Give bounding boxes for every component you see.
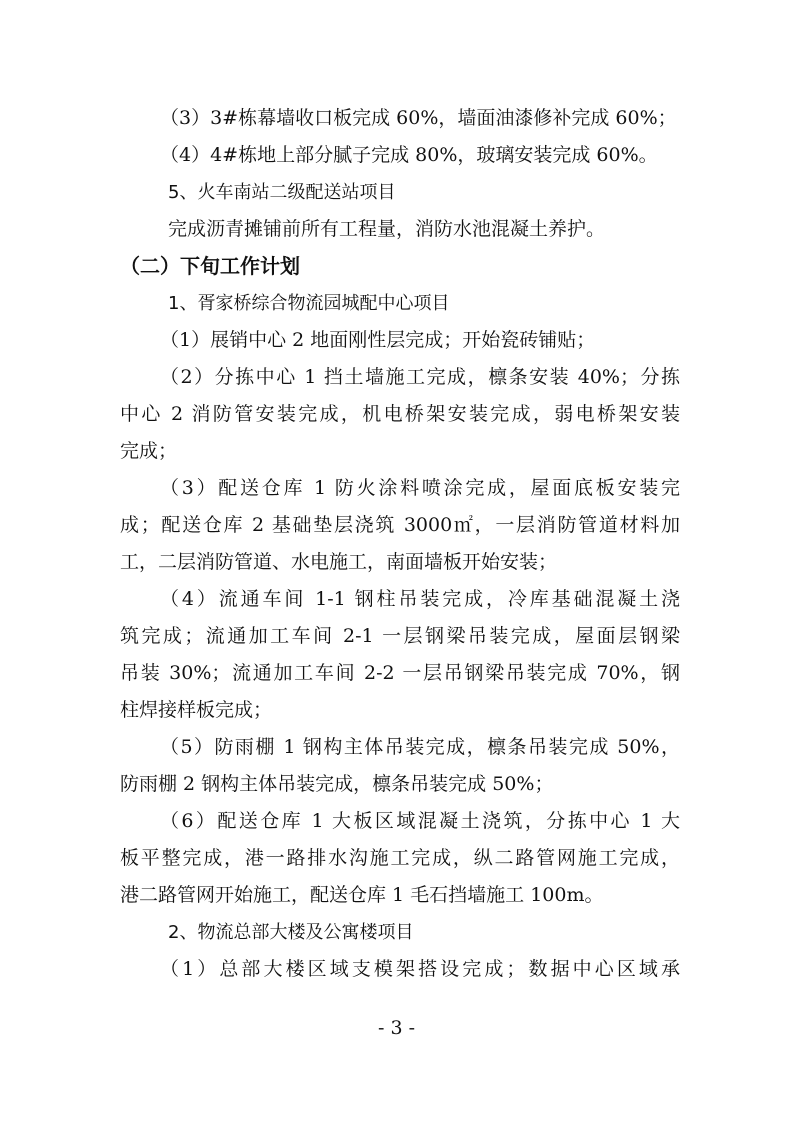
plan-item-2-line-3: 完成； xyxy=(120,440,178,462)
project-5-heading: 5、火车南站二级配送站项目 xyxy=(168,182,396,203)
plan-item-5-line-1: （5）防雨棚 1 钢构主体吊装完成，檩条吊装完成 50%， xyxy=(160,736,680,758)
plan-item-4-line-1: （4）流通车间 1-1 钢柱吊装完成，冷库基础混凝土浇 xyxy=(160,588,680,610)
page-number: - 3 - xyxy=(377,1017,415,1039)
project-5-text: 完成沥青摊铺前所有工程量，消防水池混凝土养护。 xyxy=(168,218,606,240)
plan-item-2-line-2: 中心 2 消防管安装完成，机电桥架安装完成，弱电桥架安装 xyxy=(120,403,680,425)
plan-item-6-line-2: 板平整完成，港一路排水沟施工完成，纵二路管网施工完成， xyxy=(120,847,680,869)
project-2-item-1: （1）总部大楼区域支模架搭设完成；数据中心区域承 xyxy=(160,958,680,980)
item-4-building-4: （4）4#栋地上部分腻子完成 80%，玻璃安装完成 60%。 xyxy=(160,144,658,166)
plan-item-3-line-1: （3）配送仓库 1 防火涂料喷涂完成，屋面底板安装完 xyxy=(160,477,680,499)
plan-item-4-line-4: 柱焊接样板完成； xyxy=(120,699,273,721)
plan-item-6-line-3: 港二路管网开始施工，配送仓库 1 毛石挡墙施工 100m。 xyxy=(120,884,604,906)
section-heading-late-month-plan: （二）下旬工作计划 xyxy=(120,254,300,278)
plan-item-3-line-2: 成；配送仓库 2 基础垫层浇筑 3000㎡，一层消防管道材料加 xyxy=(120,514,680,536)
project-2-heading: 2、物流总部大楼及公寓楼项目 xyxy=(168,922,414,943)
plan-item-5-line-2: 防雨棚 2 钢构主体吊装完成，檩条吊装完成 50%； xyxy=(120,773,554,795)
plan-item-3-line-3: 工，二层消防管道、水电施工，南面墙板开始安装； xyxy=(120,551,558,573)
plan-item-4-line-3: 吊装 30%；流通加工车间 2-2 一层吊钢梁吊装完成 70%，钢 xyxy=(120,662,680,684)
plan-item-6-line-1: （6）配送仓库 1 大板区域混凝土浇筑，分拣中心 1 大 xyxy=(160,810,680,832)
plan-item-2-line-1: （2）分拣中心 1 挡土墙施工完成，檩条安装 40%；分拣 xyxy=(160,366,680,388)
item-3-building-3: （3）3#栋幕墙收口板完成 60%，墙面油漆修补完成 60%； xyxy=(160,107,677,129)
project-1-heading: 1、胥家桥综合物流园城配中心项目 xyxy=(168,293,450,314)
plan-item-1: （1）展销中心 2 地面刚性层完成；开始瓷砖铺贴； xyxy=(160,329,596,351)
plan-item-4-line-2: 筑完成；流通加工车间 2-1 一层钢梁吊装完成，屋面层钢梁 xyxy=(120,625,680,647)
document-body xyxy=(120,100,680,988)
